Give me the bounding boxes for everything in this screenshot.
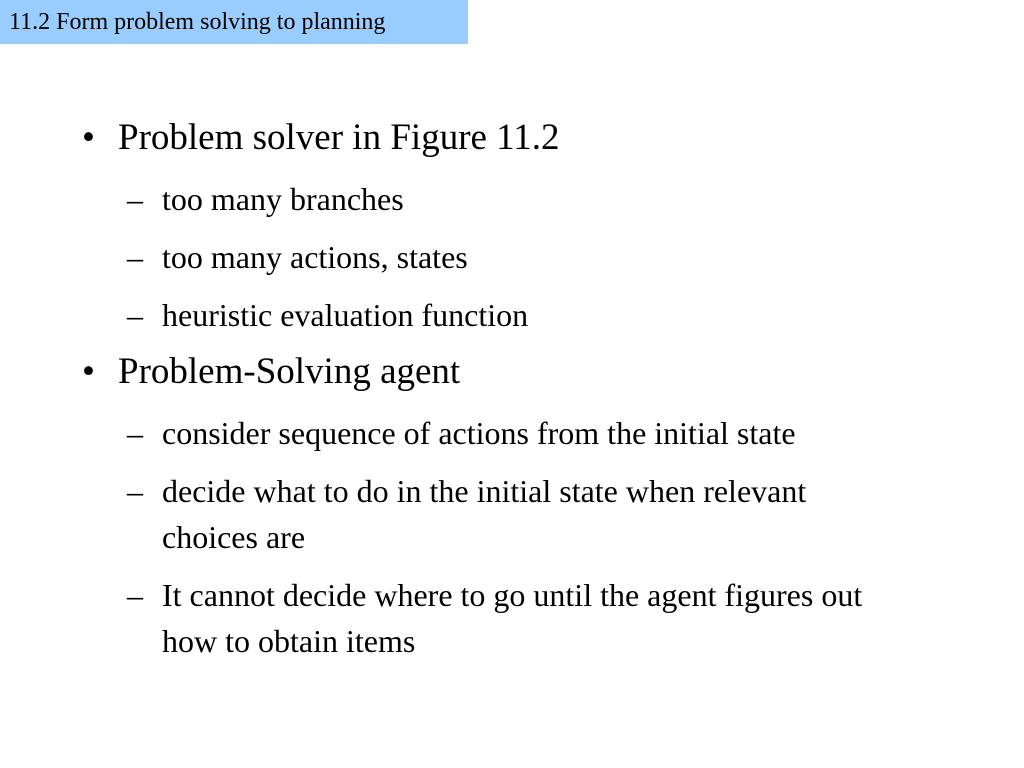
dash-icon: – xyxy=(127,577,143,613)
dash-icon: – xyxy=(127,181,143,217)
dash-icon: – xyxy=(127,473,143,509)
sub-bullet-text: decide what to do in the initial state when relevant choices are xyxy=(162,473,807,555)
sub-bullet-item xyxy=(127,572,867,664)
bullet-group xyxy=(82,112,982,338)
bullet-item xyxy=(82,112,982,164)
sub-bullet-list xyxy=(127,410,982,664)
dash-icon: – xyxy=(127,415,143,451)
bullet-list xyxy=(82,112,982,672)
bullet-dot-icon: • xyxy=(82,117,95,158)
sub-bullet-item xyxy=(127,176,982,222)
sub-bullet-item xyxy=(127,468,847,560)
bullet-text: Problem-Solving agent xyxy=(118,351,461,392)
sub-bullet-list xyxy=(127,176,982,338)
sub-bullet-text: too many branches xyxy=(162,181,404,217)
bullet-text: Problem solver in Figure 11.2 xyxy=(118,117,560,158)
dash-icon: – xyxy=(127,297,143,333)
sub-bullet-item xyxy=(127,292,982,338)
sub-bullet-text: heuristic evaluation function xyxy=(162,297,529,333)
slide-title: 11.2 Form problem solving to planning xyxy=(0,0,468,44)
sub-bullet-item xyxy=(127,410,982,456)
bullet-dot-icon: • xyxy=(82,351,95,392)
sub-bullet-item xyxy=(127,234,982,280)
sub-bullet-text: consider sequence of actions from the initial state xyxy=(162,415,796,451)
dash-icon: – xyxy=(127,239,143,275)
bullet-item xyxy=(82,346,982,398)
bullet-group xyxy=(82,346,982,664)
sub-bullet-text: too many actions, states xyxy=(162,239,468,275)
sub-bullet-text: It cannot decide where to go until the agent figures out how to obtain items xyxy=(162,577,863,659)
